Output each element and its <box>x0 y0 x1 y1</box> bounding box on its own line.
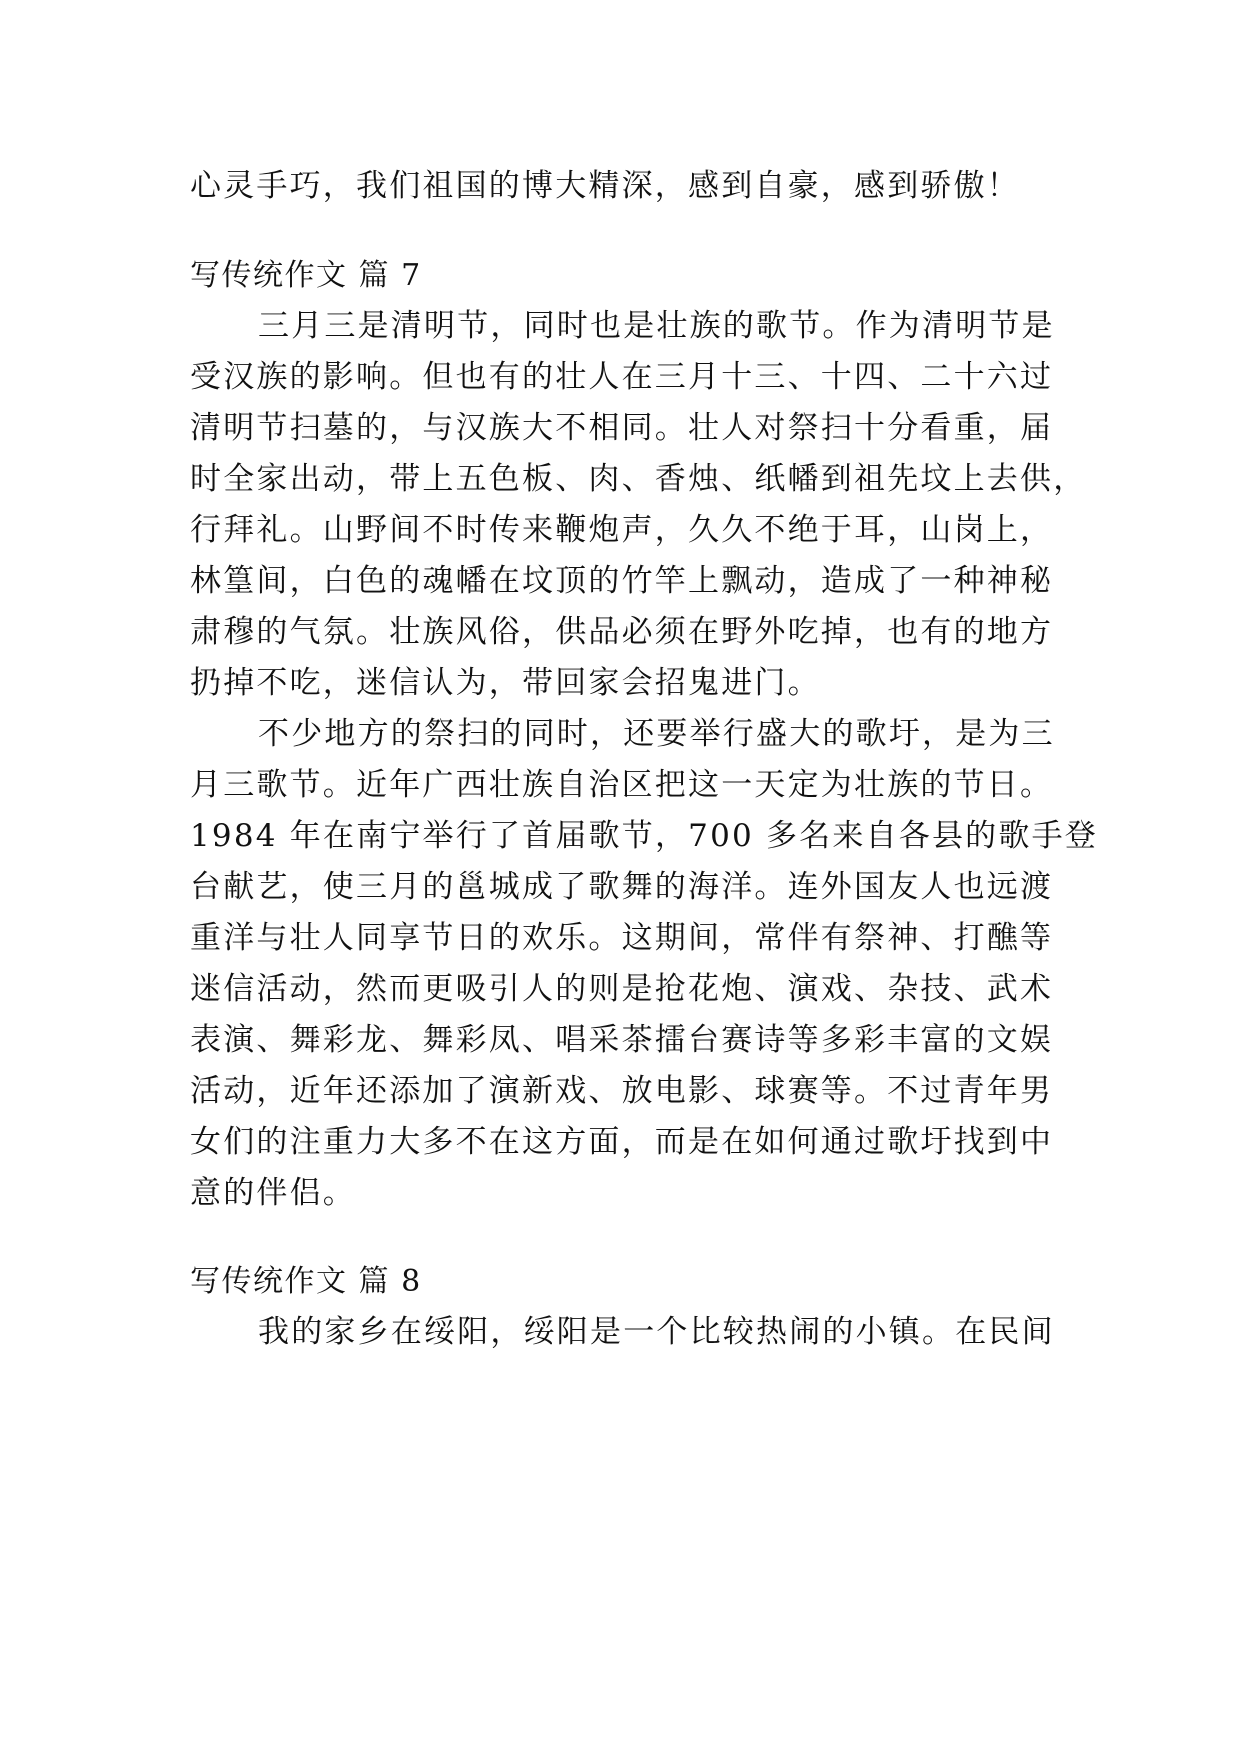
paragraph-line: 清明节扫墓的，与汉族大不相同。壮人对祭扫十分看重，届 <box>190 410 1054 446</box>
paragraph-line: 时全家出动，带上五色板、肉、香烛、纸幡到祖先坟上去供， <box>190 461 1087 497</box>
paragraph-line: 1984 年在南宁举行了首届歌节，700 多名来自各县的歌手登 <box>190 818 1098 854</box>
paragraph-line: 活动，近年还添加了演新戏、放电影、球赛等。不过青年男 <box>190 1073 1054 1109</box>
paragraph-line: 迷信活动，然而更吸引人的则是抢花炮、演戏、杂技、武术 <box>190 971 1054 1007</box>
paragraph-line: 我的家乡在绥阳，绥阳是一个比较热闹的小镇。在民间 <box>258 1314 1055 1350</box>
paragraph-line: 月三歌节。近年广西壮族自治区把这一天定为壮族的节日。 <box>190 767 1054 803</box>
paragraph-line: 重洋与壮人同享节日的欢乐。这期间，常伴有祭神、打醮等 <box>190 920 1054 956</box>
section-heading-7: 写传统作文 篇 7 <box>190 258 422 293</box>
section-heading-8: 写传统作文 篇 8 <box>190 1264 422 1299</box>
paragraph-line: 扔掉不吃，迷信认为，带回家会招鬼进门。 <box>190 665 821 701</box>
paragraph-line: 不少地方的祭扫的同时，还要举行盛大的歌圩，是为三 <box>258 716 1055 752</box>
paragraph-line: 台献艺，使三月的邕城成了歌舞的海洋。连外国友人也远渡 <box>190 869 1054 905</box>
paragraph-line: 女们的注重力大多不在这方面，而是在如何通过歌圩找到中 <box>190 1124 1054 1160</box>
paragraph-line: 表演、舞彩龙、舞彩凤、唱采茶擂台赛诗等多彩丰富的文娱 <box>190 1022 1054 1058</box>
paragraph-line: 林篁间，白色的魂幡在坟顶的竹竿上飘动，造成了一种神秘 <box>190 563 1054 599</box>
paragraph-line: 心灵手巧，我们祖国的博大精深，感到自豪，感到骄傲！ <box>190 168 1020 204</box>
paragraph-line: 受汉族的影响。但也有的壮人在三月十三、十四、二十六过 <box>190 359 1054 395</box>
paragraph-line: 三月三是清明节，同时也是壮族的歌节。作为清明节是 <box>258 308 1055 344</box>
paragraph-line: 意的伴侣。 <box>190 1175 356 1211</box>
paragraph-line: 肃穆的气氛。壮族风俗，供品必须在野外吃掉，也有的地方 <box>190 614 1054 650</box>
paragraph-line: 行拜礼。山野间不时传来鞭炮声，久久不绝于耳，山岗上， <box>190 512 1054 548</box>
